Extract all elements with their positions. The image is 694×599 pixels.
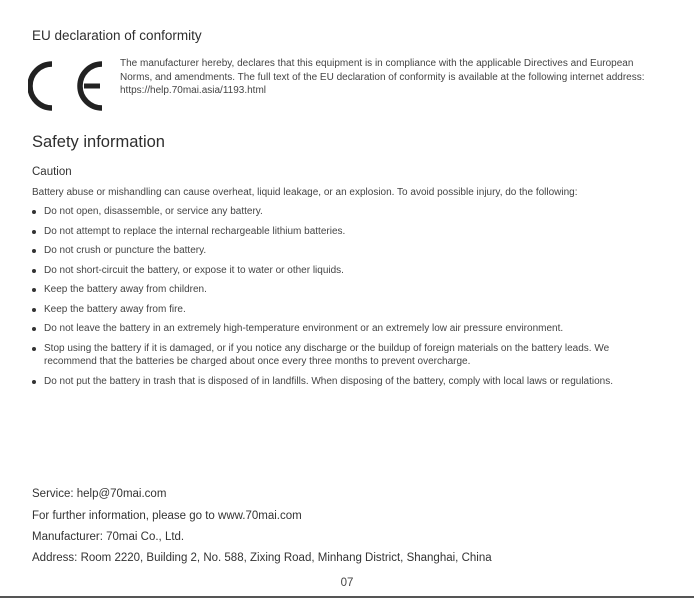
list-item-text: Do not open, disassemble, or service any battery.	[44, 206, 263, 217]
bullet-icon	[32, 308, 36, 312]
bullet-icon	[32, 347, 36, 351]
list-item	[32, 225, 657, 239]
list-item-text: Keep the battery away from fire.	[44, 303, 186, 315]
list-item	[32, 205, 657, 219]
list-item-text: Do not attempt to replace the internal rechargeable lithium batteries.	[44, 225, 346, 237]
list-item	[32, 322, 657, 336]
page-bottom-divider	[0, 596, 694, 598]
list-item-text: Do not put the battery in trash that is disposed of in landfills. When disposing of the battery, comply with local laws or regulations.	[44, 375, 613, 387]
list-item-text: Keep the battery away from children.	[44, 284, 207, 295]
page-number: 07	[340, 577, 354, 589]
list-item-text: Do not short-circuit the battery, or expose it to water or other liquids.	[44, 264, 344, 276]
bullet-icon	[32, 380, 36, 384]
ce-mark-icon	[28, 58, 108, 114]
bullet-icon	[32, 288, 36, 292]
list-item-text: Stop using the battery if it is damaged, or if you notice any discharge or the buildup of foreign materials on the battery leads. We recommend that the batteries be charged about once every three months to prevent overcharge.	[44, 342, 610, 367]
manufacturer-info: Manufacturer: 70mai Co., Ltd.	[32, 531, 185, 543]
list-item	[32, 342, 657, 369]
list-item	[32, 283, 657, 297]
list-item	[32, 375, 657, 389]
bullet-icon	[32, 327, 36, 331]
list-item	[32, 303, 657, 317]
safety-information-heading: Safety information	[32, 133, 165, 151]
further-information: For further information, please go to www.70mai.com	[32, 510, 302, 522]
list-item	[32, 244, 657, 258]
bullet-icon	[32, 210, 36, 214]
eu-declaration-text: The manufacturer hereby, declares that this equipment is in compliance with the applicable Directives and European Norms, and amendments. The full text of the EU declaration of conformity is available at the following internet address: https://help.70mai.asia/1193.html	[120, 58, 645, 96]
list-item-text: Do not leave the battery in an extremely high-temperature environment or an extremely low air pressure environment.	[44, 323, 564, 334]
service-contact: Service: help@70mai.com	[32, 488, 167, 500]
eu-declaration-heading: EU declaration of conformity	[32, 28, 202, 43]
list-item	[32, 264, 657, 278]
bullet-icon	[32, 230, 36, 234]
caution-subheading: Caution	[32, 166, 72, 178]
bullet-icon	[32, 249, 36, 253]
list-item-text: Do not crush or puncture the battery.	[44, 245, 207, 256]
manufacturer-address: Address: Room 2220, Building 2, No. 588, Zixing Road, Minhang District, Shanghai, China	[32, 552, 492, 564]
caution-list	[32, 205, 657, 394]
bullet-icon	[32, 269, 36, 273]
caution-intro: Battery abuse or mishandling can cause overheat, liquid leakage, or an explosion. To avoid possible injury, do the following:	[32, 187, 578, 198]
